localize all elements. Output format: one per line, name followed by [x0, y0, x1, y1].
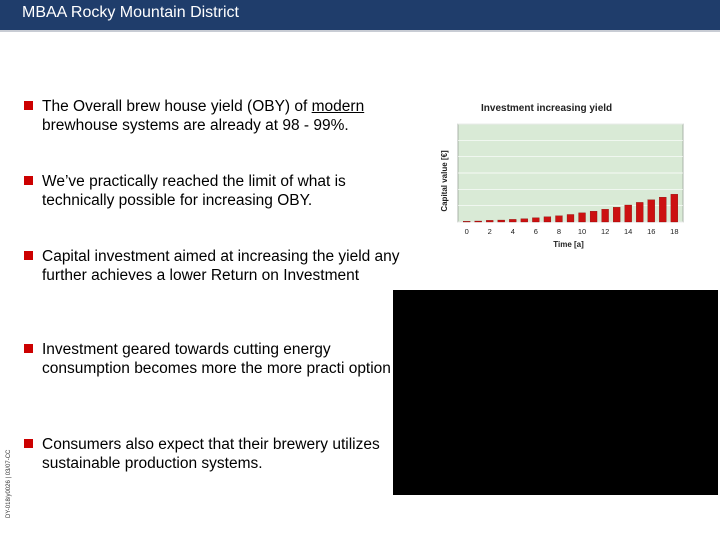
x-tick-label: 4 [510, 227, 515, 236]
bar-2 [486, 220, 493, 222]
x-tick-label: 12 [600, 227, 610, 236]
x-tick-label: 0 [464, 227, 469, 236]
bar-14 [625, 205, 632, 222]
bar-6 [532, 218, 539, 222]
bar-13 [613, 207, 620, 222]
bullet-square-icon [24, 101, 33, 110]
bullet-square-icon [24, 251, 33, 260]
bar-1 [475, 221, 482, 222]
bar-15 [636, 202, 643, 222]
bar-11 [590, 211, 597, 222]
bullet-text-1: The Overall brew house yield (OBY) of modern brewhouse systems are already at 98 - 99%. [42, 98, 365, 134]
x-tick-label: 18 [670, 227, 679, 236]
bar-12 [602, 209, 609, 222]
bullet-square-icon [24, 439, 33, 448]
page-title: MBAA Rocky Mountain District [22, 4, 239, 21]
x-tick-label: 6 [533, 227, 538, 236]
x-tick-label: 10 [577, 227, 587, 236]
x-tick-label: 8 [556, 227, 562, 236]
investment-chart [433, 92, 691, 262]
bar-4 [509, 219, 516, 222]
bar-9 [567, 214, 574, 222]
x-axis-label: Time [a] [553, 240, 584, 249]
document-code: DY-018/y0026 | 03/07-CC [6, 449, 12, 518]
title-bar [0, 0, 720, 30]
bar-5 [521, 219, 528, 222]
bullet-text-3: Capital investment aimed at increasing the yield any further achieves a lower Return on Investment [42, 248, 400, 284]
bullet-text-5: Consumers also expect that their brewery utilizes sustainable production systems. [42, 436, 380, 472]
bar-17 [659, 197, 666, 222]
bar-7 [544, 217, 551, 222]
bullet-square-icon [24, 344, 33, 353]
bar-8 [556, 216, 563, 222]
bullet-square-icon [24, 176, 33, 185]
chart-title: Investment increasing yield [481, 103, 613, 114]
y-axis-label: Capital value [€] [440, 150, 449, 212]
bar-0 [463, 221, 470, 222]
bullet-text-2: We’ve practically reached the limit of what is technically possible for increasing OBY. [42, 173, 346, 209]
bullet-text-4: Investment geared towards cutting energy consumption becomes more the more practi option [42, 341, 391, 377]
bar-18 [671, 194, 678, 222]
x-tick-label: 2 [487, 227, 492, 236]
chart-svg [433, 92, 691, 262]
title-bar-shadow [0, 30, 720, 32]
x-tick-label: 16 [647, 227, 656, 236]
bar-16 [648, 200, 655, 222]
emphasis-word: modern [311, 98, 365, 115]
video-placeholder [393, 290, 718, 495]
bar-10 [579, 213, 586, 222]
bar-3 [498, 220, 505, 222]
x-tick-label: 14 [624, 227, 633, 236]
